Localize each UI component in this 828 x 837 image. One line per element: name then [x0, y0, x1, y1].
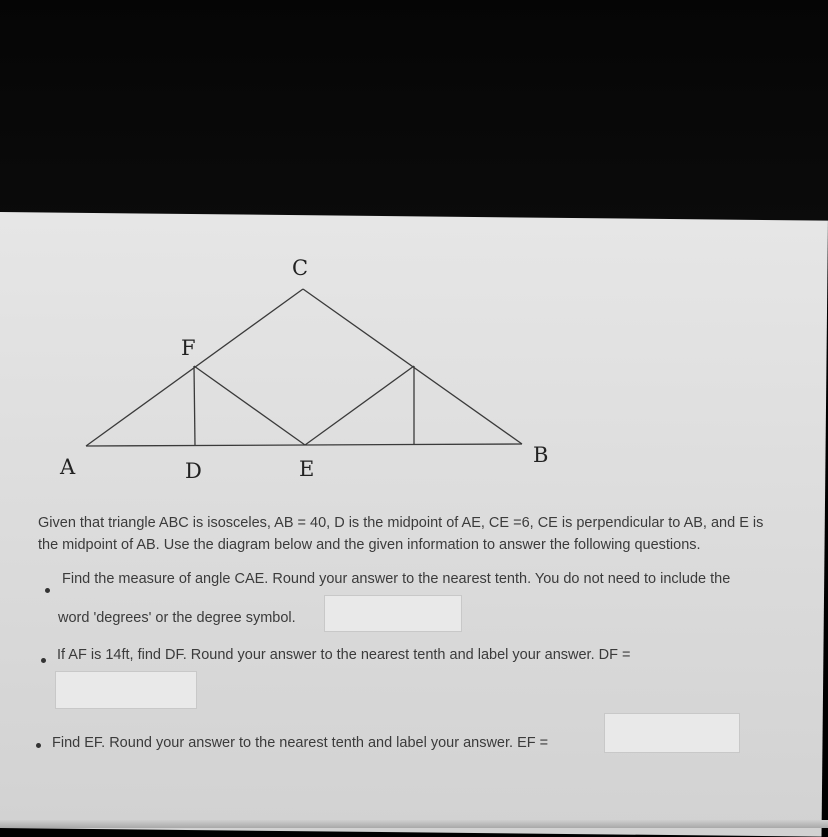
problem-statement — [38, 512, 808, 556]
question-1-line-2: word 'degrees' or the degree symbol. — [58, 610, 296, 626]
ef-answer-input[interactable] — [604, 713, 740, 753]
angle-cae-answer-input[interactable] — [324, 595, 462, 632]
label-f: F — [181, 336, 196, 360]
question-3: Find EF. Round your answer to the nearest tenth and label your answer. EF = — [52, 735, 549, 751]
label-e: E — [299, 457, 315, 481]
monitor-bezel — [0, 0, 828, 222]
label-a: A — [60, 455, 76, 479]
bullet-icon — [36, 743, 41, 748]
geometry-diagram — [0, 212, 828, 502]
problem-intro-line-1: Given that triangle ABC is isosceles, AB = 40, D is the midpoint of AE, CE =6, CE is perpendicular to AB, and E is — [38, 515, 764, 531]
bullet-icon — [45, 588, 50, 593]
screen-bottom-edge — [0, 820, 828, 828]
question-2: If AF is 14ft, find DF. Round your answer to the nearest tenth and label your answer. DF = — [57, 647, 631, 663]
label-b: B — [533, 443, 549, 467]
label-c: C — [292, 256, 309, 280]
problem-intro-line-2: the midpoint of AB. Use the diagram below and the given information to answer the following questions. — [38, 537, 701, 553]
segment-fd — [194, 366, 195, 446]
df-answer-input[interactable] — [55, 671, 197, 709]
label-d: D — [185, 459, 202, 483]
segment-e-to-bc — [305, 366, 414, 445]
bullet-icon — [41, 658, 46, 663]
segment-fe — [194, 366, 305, 445]
question-1-line-1: Find the measure of angle CAE. Round your answer to the nearest tenth. You do not need to include the — [62, 571, 731, 587]
